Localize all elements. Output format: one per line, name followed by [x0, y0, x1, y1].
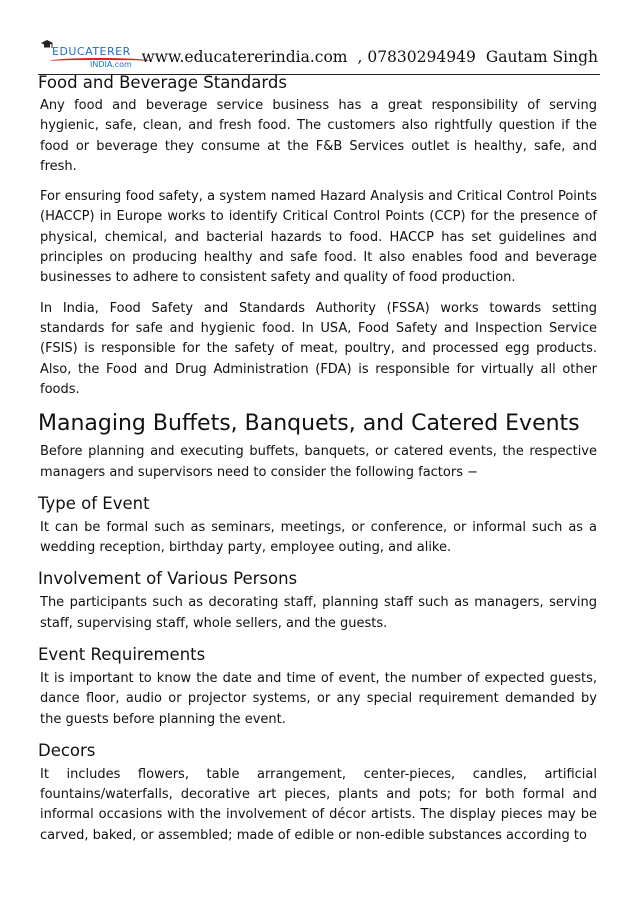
paragraph: Any food and beverage service business has a great responsibility of serving hygienic, safe, clean, and fresh food. The customers also rightfully question if the food or beverage they consume at the F&B Services outlet is healthy, safe, and fresh.: [40, 97, 597, 174]
subsection-title-involvement: Involvement of Various Persons: [38, 569, 298, 589]
paragraph: It can be formal such as seminars, meetings, or conference, or informal such as a wedding reception, birthday party, employee outing, and alike.: [40, 519, 597, 556]
paragraph: For ensuring food safety, a system named Hazard Analysis and Critical Control Points (HACCP) in Europe works to identify Critical Control Points (CCP) for the presence of physical, chemical, and bacterial hazards to food. HACCP has set guidelines and principles on producing healthy and safe food. It also enables food and beverage businesses to adhere to consistent safety and quality of food production.: [40, 189, 597, 286]
logo-text-sub: INDIA.com: [90, 60, 132, 69]
subsection-title-decors: Decors: [38, 740, 96, 760]
paragraph: The participants such as decorating staff, planning staff such as managers, serving staff, supervising staff, whole sellers, and the guests.: [40, 595, 597, 631]
logo-text-main: EDUCATERER: [52, 45, 131, 58]
document-body: [40, 74, 597, 856]
educaterer-logo: [38, 36, 154, 72]
section-title-food-standards: Food and Beverage Standards: [38, 73, 287, 92]
section-title-managing: Managing Buffets, Banquets, and Catered Events: [38, 411, 580, 437]
paragraph: Before planning and executing buffets, banquets, or catered events, the respective managers and supervisors need to consider the following factors −: [40, 444, 597, 480]
paragraph: It includes flowers, table arrangement, center-pieces, candles, artificial fountains/waterfalls, decorative art pieces, plants and pots; for both formal and informal occasions with the involvement of décor artists. The display pieces may be carved, baked, or assembled; made of edible or non-edible substances according to: [40, 766, 597, 843]
header-website[interactable]: www.educatererindia.com: [141, 48, 348, 66]
subsection-title-requirements: Event Requirements: [38, 645, 206, 665]
paragraph: It is important to know the date and time of event, the number of expected guests, dance floor, audio or projector systems, or any special requirement demanded by the guests before planning the event.: [40, 671, 597, 727]
header-phone: , 07830294949: [357, 48, 476, 66]
header-contact: [142, 48, 599, 66]
subsection-title-type-of-event: Type of Event: [38, 493, 150, 513]
header-author: Gautam Singh: [485, 48, 598, 66]
paragraph: In India, Food Safety and Standards Authority (FSSA) works towards setting standards for safe and hygienic food. In USA, Food Safety and Inspection Service (FSIS) is responsible for the safety of meat, poultry, and processed egg products. Also, the Food and Drug Administration (FDA) is responsible for virtually all other foods.: [40, 300, 597, 397]
page-header: [38, 34, 600, 75]
